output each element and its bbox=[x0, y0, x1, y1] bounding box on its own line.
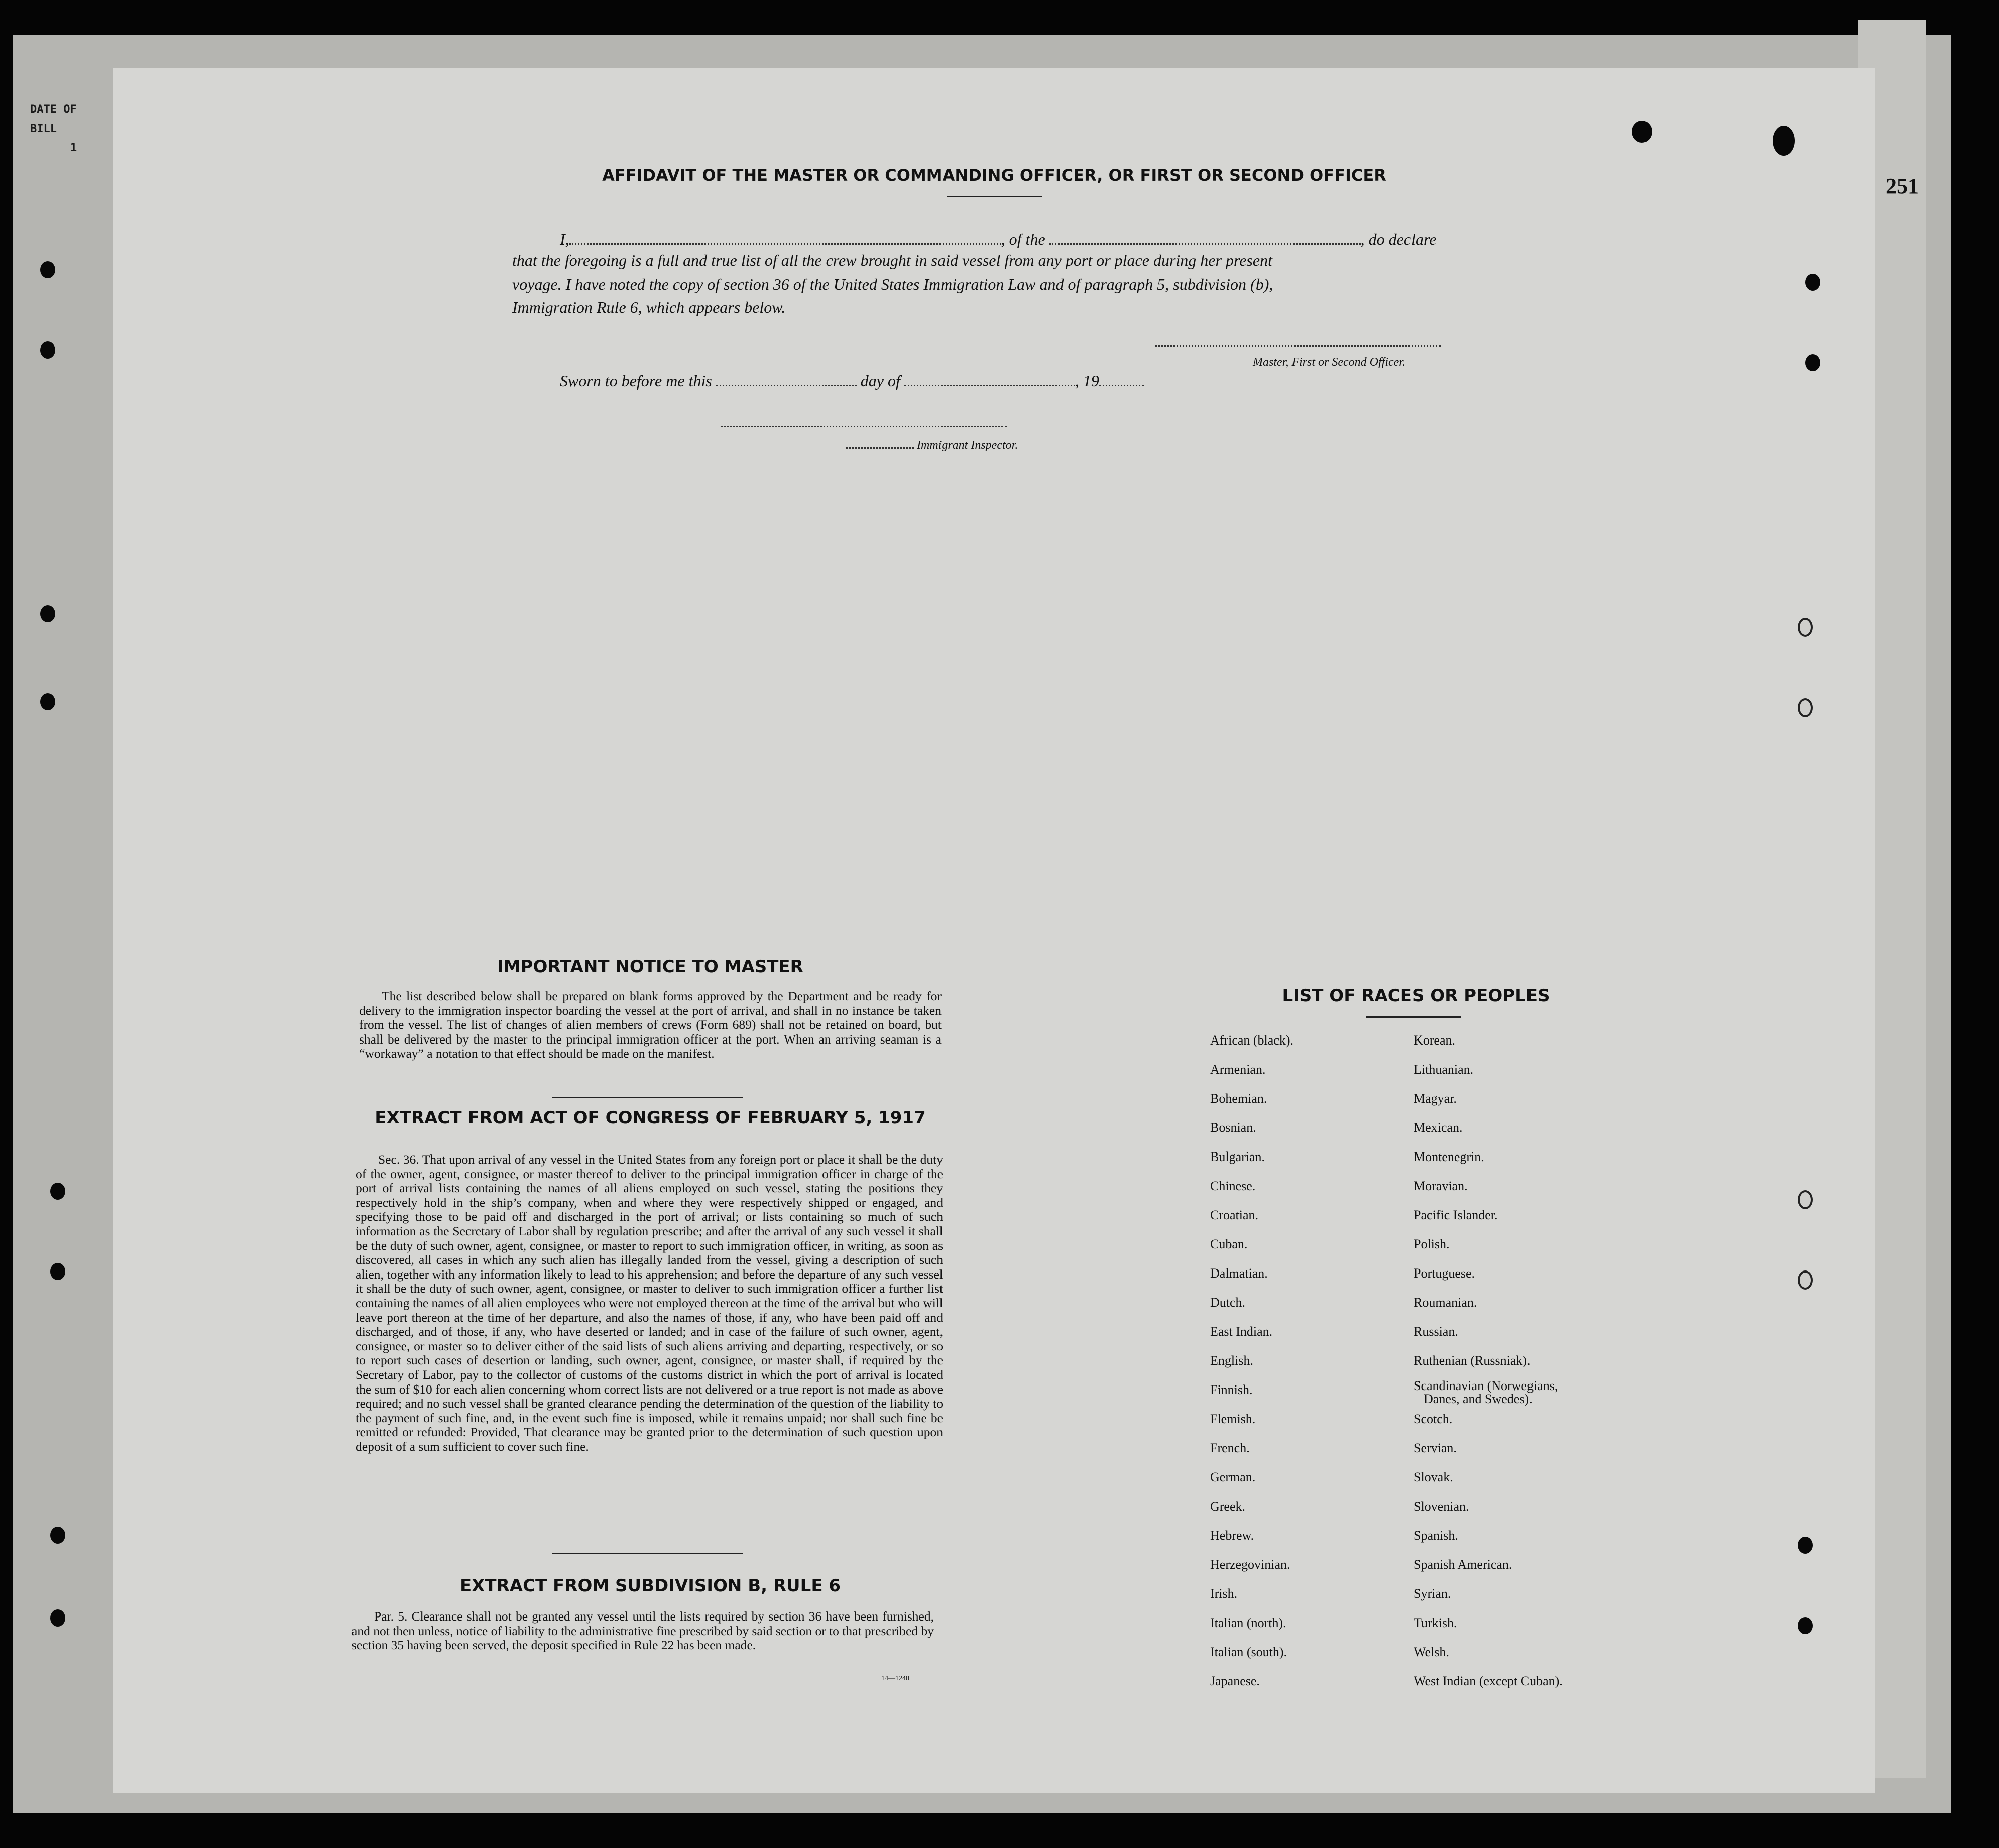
race-item: Bosnian. bbox=[1210, 1120, 1256, 1135]
day-of-text: day of bbox=[860, 372, 900, 390]
binder-hole bbox=[50, 1609, 65, 1627]
binder-hole bbox=[1805, 354, 1820, 371]
inspector-label bbox=[846, 439, 1018, 452]
sworn-line bbox=[560, 372, 1144, 390]
inspector-signature-blank[interactable] bbox=[721, 426, 1007, 427]
race-item: Scandinavian (Norwegians, bbox=[1414, 1378, 1558, 1393]
rule-title: EXTRACT FROM SUBDIVISION B, RULE 6 bbox=[459, 1576, 841, 1596]
race-item: Syrian. bbox=[1414, 1586, 1451, 1601]
race-item: Bohemian. bbox=[1210, 1091, 1267, 1106]
affidavit-of-the: , of the bbox=[1001, 230, 1045, 248]
binder-hole bbox=[40, 341, 55, 359]
act-title: EXTRACT FROM ACT OF CONGRESS OF FEBRUARY 5, 1917 bbox=[375, 1108, 926, 1128]
race-item: Slovenian. bbox=[1414, 1499, 1469, 1514]
race-item: East Indian. bbox=[1210, 1324, 1273, 1339]
stamp-line: BILL bbox=[30, 123, 57, 135]
race-item: Dalmatian. bbox=[1210, 1266, 1268, 1281]
affidavit-line-1 bbox=[560, 230, 1436, 249]
notice-text bbox=[359, 989, 942, 1061]
race-item: Magyar. bbox=[1414, 1091, 1457, 1106]
race-item: French. bbox=[1210, 1441, 1250, 1455]
race-item: Slovak. bbox=[1414, 1470, 1453, 1484]
race-item: Spanish American. bbox=[1414, 1557, 1512, 1572]
race-item: Roumanian. bbox=[1414, 1295, 1477, 1310]
affidavit-title: AFFIDAVIT OF THE MASTER OR COMMANDING OFFICER, OR FIRST OR SECOND OFFICER bbox=[602, 166, 1386, 185]
rule-text bbox=[351, 1609, 934, 1653]
race-item: Montenegrin. bbox=[1414, 1149, 1484, 1164]
notice-title: IMPORTANT NOTICE TO MASTER bbox=[497, 957, 803, 977]
master-signature-label: Master, First or Second Officer. bbox=[1253, 356, 1405, 369]
binder-hole bbox=[1798, 1537, 1813, 1554]
stamp-line: DATE OF bbox=[30, 103, 77, 116]
act-text bbox=[356, 1152, 943, 1454]
race-item: African (black). bbox=[1210, 1033, 1294, 1048]
page-number: 251 bbox=[1886, 174, 1919, 198]
race-item: Lithuanian. bbox=[1414, 1062, 1474, 1077]
affidavit-line-2: that the foregoing is a full and true list of all the crew brought in said vessel from any port or place during her present bbox=[512, 251, 1272, 269]
binder-hole bbox=[1805, 274, 1820, 291]
race-item: Flemish. bbox=[1210, 1412, 1256, 1426]
year-blank[interactable] bbox=[1099, 385, 1144, 386]
race-item: Finnish. bbox=[1210, 1382, 1253, 1397]
sworn-text: Sworn to before me this bbox=[560, 372, 712, 390]
section-rule bbox=[552, 1097, 743, 1098]
race-item: Bulgarian. bbox=[1210, 1149, 1265, 1164]
binder-hole bbox=[40, 693, 55, 710]
race-item: Herzegovinian. bbox=[1210, 1557, 1290, 1572]
race-item: Pacific Islander. bbox=[1414, 1208, 1498, 1222]
race-item: Korean. bbox=[1414, 1033, 1456, 1048]
binder-hole bbox=[1798, 1617, 1813, 1634]
race-item: Servian. bbox=[1414, 1441, 1457, 1455]
affidavit-i: I, bbox=[560, 230, 569, 248]
master-signature-blank[interactable] bbox=[1155, 345, 1441, 347]
race-item: Moravian. bbox=[1414, 1179, 1468, 1193]
binder-hole bbox=[40, 605, 55, 622]
race-item: Danes, and Swedes). bbox=[1424, 1392, 1533, 1406]
binder-hole bbox=[1798, 1190, 1813, 1209]
race-item: West Indian (except Cuban). bbox=[1414, 1674, 1563, 1688]
month-blank[interactable] bbox=[904, 385, 1075, 386]
stamp-line: 1 bbox=[70, 142, 77, 154]
section-rule bbox=[552, 1553, 743, 1554]
binder-hole bbox=[1798, 1270, 1813, 1290]
race-item: Irish. bbox=[1210, 1586, 1238, 1601]
race-item: Italian (north). bbox=[1210, 1615, 1286, 1630]
left-stamp bbox=[30, 100, 77, 158]
race-item: Welsh. bbox=[1414, 1645, 1449, 1659]
day-blank[interactable] bbox=[716, 385, 857, 386]
race-item: Portuguese. bbox=[1414, 1266, 1475, 1281]
inspector-label-text: Immigrant Inspector. bbox=[917, 439, 1018, 452]
vessel-blank[interactable] bbox=[1049, 243, 1361, 245]
race-item: German. bbox=[1210, 1470, 1256, 1484]
binder-hole bbox=[1798, 618, 1813, 637]
inspector-name-blank[interactable] bbox=[846, 447, 914, 449]
race-item: Hebrew. bbox=[1210, 1528, 1254, 1543]
affidavit-line-4: Immigration Rule 6, which appears below. bbox=[512, 298, 786, 316]
races-title: LIST OF RACES OR PEOPLES bbox=[1282, 986, 1550, 1006]
race-item: Croatian. bbox=[1210, 1208, 1259, 1222]
race-item: Dutch. bbox=[1210, 1295, 1246, 1310]
binder-hole bbox=[50, 1527, 65, 1544]
race-item: English. bbox=[1210, 1353, 1253, 1368]
race-item: Cuban. bbox=[1210, 1237, 1248, 1251]
affidavit-declare: , do declare bbox=[1360, 230, 1437, 248]
notice-paragraph: The list described below shall be prepared on blank forms approved by the Department and be ready for delivery to the immigration inspector boarding the vessel at the port of arrival, and shall in no instance be taken from the vessel. The list of changes of alien members of crews (Form 689) shall not be retained on board, but shall be delivered by the master to the principal immigration officer at the port. When an arriving seaman is a “workaway” a notation to that effect should be made on the manifest. bbox=[359, 989, 942, 1061]
race-item: Scotch. bbox=[1414, 1412, 1453, 1426]
race-item: Ruthenian (Russniak). bbox=[1414, 1353, 1531, 1368]
torn-corner-mark bbox=[1632, 121, 1652, 143]
race-item: Greek. bbox=[1210, 1499, 1246, 1514]
race-item: Mexican. bbox=[1414, 1120, 1463, 1135]
year-text: , 19 bbox=[1075, 372, 1099, 390]
binder-hole bbox=[1798, 698, 1813, 717]
title-rule bbox=[947, 196, 1042, 197]
torn-corner-mark bbox=[1773, 126, 1795, 156]
race-item: Armenian. bbox=[1210, 1062, 1266, 1077]
race-item: Polish. bbox=[1414, 1237, 1450, 1251]
race-item: Turkish. bbox=[1414, 1615, 1457, 1630]
act-paragraph: Sec. 36. That upon arrival of any vessel in the United States from any foreign port or place it shall be the duty of the owner, agent, consignee, or master thereof to deliver to the principal immigration officer in charge of the port of arrival lists containing the names of all aliens employed on such vessel, stating the positions they respectively hold in the ship’s company, when and where they were respectively shipped or engaged, and specifying those to be paid off and discharged in the port of arrival; or lists containing so much of such information as the Secretary of Labor shall by regulation prescribe; and after the arrival of any such vessel it shall be the duty of such owner, agent, consignee, or master to report to such immigration officer, in writing, as soon as discovered, all cases in which any such alien has illegally landed from the vessel, giving a description of such alien, together with any information likely to lead to his apprehension; and before the departure of any such vessel it shall be the duty of such owner, agent, consignee, or master to deliver to such immigration officer a further list containing the names of all alien employees who were not employed thereon at the time of the arrival but who will leave port thereon at the time of her departure, and also the names of those, if any, who have been paid off and discharged, and of those, if any, who have deserted or landed; and in case of the failure of such owner, agent, consignee, or master so to deliver either of the said lists of such aliens arriving and departing, respectively, or so to report such cases of desertion or landing, such owner, agent, consignee, or master shall, if required by the Secretary of Labor, pay to the collector of customs of the customs district in which the port of arrival is located the sum of $10 for each alien concerning whom correct lists are not delivered or a true report is not made as above required; and no such vessel shall be granted clearance pending the determination of the question of the liability to the payment of such fine, and, in the event such fine is imposed, while it remains unpaid; nor shall such fine be remitted or refunded: Provided, That clearance may be granted prior to the determination of such question upon deposit of a sum sufficient to cover such fine. bbox=[356, 1152, 943, 1454]
race-item: Japanese. bbox=[1210, 1674, 1260, 1688]
rule-paragraph: Par. 5. Clearance shall not be granted any vessel until the lists required by section 36 have been furnished, and not then unless, notice of liability to the administrative fine prescribed by said section or to that prescribed by section 35 having been served, the deposit specified in Rule 22 has been made. bbox=[351, 1609, 934, 1653]
race-item: Spanish. bbox=[1414, 1528, 1458, 1543]
binder-hole bbox=[50, 1183, 65, 1200]
race-item: Russian. bbox=[1414, 1324, 1458, 1339]
binder-hole bbox=[50, 1263, 65, 1280]
binder-hole bbox=[40, 261, 55, 278]
race-item: Chinese. bbox=[1210, 1179, 1256, 1193]
races-title-rule bbox=[1366, 1016, 1461, 1018]
affidavit-line-3: voyage. I have noted the copy of section 36 of the United States Immigration Law and of paragraph 5, subdivision (b), bbox=[512, 275, 1273, 293]
race-item: Italian (south). bbox=[1210, 1645, 1287, 1659]
name-blank[interactable] bbox=[569, 243, 1001, 245]
form-number: 14—1240 bbox=[881, 1675, 909, 1682]
form-page bbox=[113, 68, 1875, 1793]
